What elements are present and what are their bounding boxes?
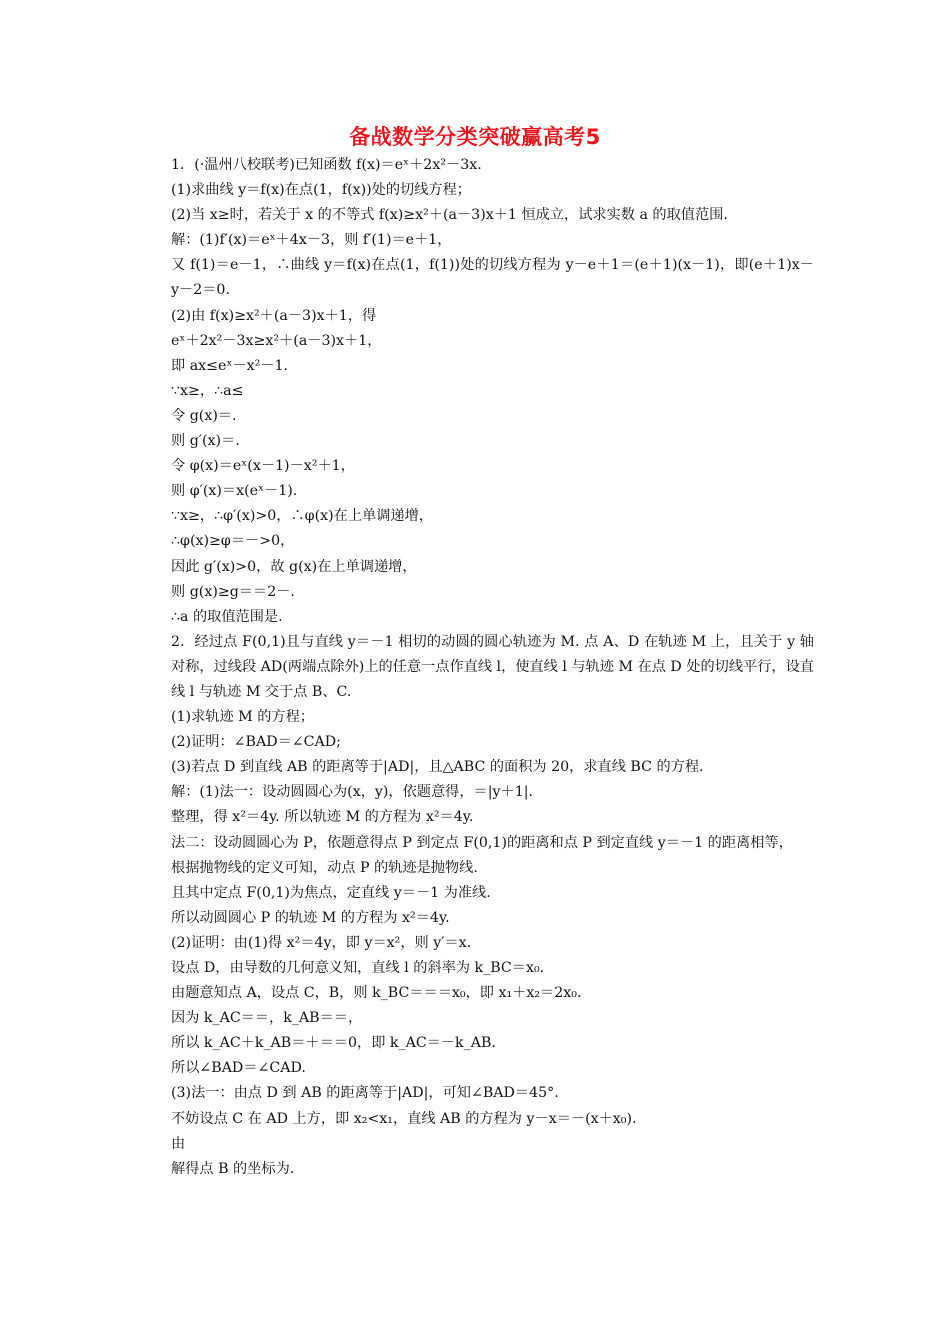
solution-line: 因此 g′(x)>0，故 g(x)在上单调递增， <box>171 558 417 575</box>
solution-line: 则 g(x)≥g＝＝2－. <box>171 583 295 600</box>
solution-line: 令 g(x)＝. <box>171 407 237 424</box>
solution-line: 所以动圆圆心 P 的轨迹 M 的方程为 x²＝4y. <box>171 909 450 926</box>
solution-line: 又 f(1)＝e－1，∴曲线 y＝f(x)在点(1，f(1))处的切线方程为 y－e＋1＝(e＋1)(x－1)，即(e＋1)x－y－2＝0. <box>171 257 814 299</box>
solution-line: 由 <box>171 1135 186 1152</box>
solution-line: ∴φ(x)≥φ＝－>0， <box>171 533 295 550</box>
solution-line: 根据抛物线的定义可知，动点 P 的轨迹是抛物线. <box>171 859 478 876</box>
solution-line: 所以 k_AC＋k_AB＝＋＝＝0，即 k_AC＝－k_AB. <box>171 1035 496 1052</box>
problem-1-part-2: (2)当 x≥时，若关于 x 的不等式 f(x)≥x²＋(a－3)x＋1 恒成立，试求实数 a 的取值范围. <box>171 207 728 224</box>
problem-1-part-1: (1)求曲线 y＝f(x)在点(1，f(x))处的切线方程； <box>171 182 471 199</box>
solution-line: ∵x≥，∴a≤ <box>171 382 244 399</box>
solution-line: 解得点 B 的坐标为. <box>171 1160 295 1177</box>
solution-line: 即 ax≤eˣ－x²－1. <box>171 357 289 374</box>
solution-line: 由题意知点 A，设点 C，B，则 k_BC＝＝＝x₀，即 x₁＋x₂＝2x₀. <box>171 985 582 1002</box>
document-title: 备战数学分类突破赢高考5 <box>349 125 601 149</box>
solution-line: 则 g′(x)＝. <box>171 433 240 450</box>
solution-line: 法二：设动圆圆心为 P，依题意得点 P 到定点 F(0,1)的距离和点 P 到定直线 y＝－1 的距离相等， <box>171 834 793 851</box>
solution-line: 所以∠BAD＝∠CAD. <box>171 1060 306 1077</box>
problem-2-part-2: (2)证明：∠BAD＝∠CAD; <box>171 734 341 751</box>
problem-2-statement: 2．经过点 F(0,1)且与直线 y＝－1 相切的动圆的圆心轨迹为 M. 点 A、D 在轨迹 M 上，且关于 y 轴对称，过线段 AD(两端点除外)上的任意一点作直线 l，使直线 l 与轨迹 M 在点 D 处的切线平行，设直线 l 与轨迹 M 交于点 B、C. <box>171 633 814 700</box>
solution-line: 解：(1)f′(x)＝eˣ＋4x－3，则 f′(1)＝e＋1， <box>171 232 452 249</box>
solution-line: 解：(1)法一：设动圆圆心为(x，y)，依题意得，＝|y＋1|. <box>171 784 534 801</box>
solution-line: ∵x≥，∴φ′(x)>0，∴φ(x)在上单调递增， <box>171 508 433 525</box>
solution-line: 则 φ′(x)＝x(eˣ－1). <box>171 483 298 500</box>
solution-line: 令 φ(x)＝eˣ(x－1)－x²＋1， <box>171 458 355 475</box>
solution-line: (2)证明：由(1)得 x²＝4y，即 y＝x²，则 y′＝x. <box>171 934 472 951</box>
document-body <box>138 153 814 1182</box>
solution-line: 不妨设点 C 在 AD 上方，即 x₂<x₁，直线 AB 的方程为 y－x＝－(x＋x₀). <box>171 1110 637 1127</box>
solution-line: 整理，得 x²＝4y. 所以轨迹 M 的方程为 x²＝4y. <box>171 809 474 826</box>
solution-line: 且其中定点 F(0,1)为焦点，定直线 y＝－1 为准线. <box>171 884 491 901</box>
solution-line: (2)由 f(x)≥x²＋(a－3)x＋1，得 <box>171 307 377 324</box>
solution-line: (3)法一：由点 D 到 AB 的距离等于|AD|，可知∠BAD＝45°. <box>171 1085 559 1102</box>
problem-2-part-3: (3)若点 D 到直线 AB 的距离等于|AD|，且△ABC 的面积为 20，求直线 BC 的方程. <box>171 759 704 776</box>
solution-line: 设点 D，由导数的几何意义知，直线 l 的斜率为 k_BC＝x₀. <box>171 960 545 976</box>
solution-line: eˣ＋2x²－3x≥x²＋(a－3)x＋1， <box>171 332 382 349</box>
problem-2-part-1: (1)求轨迹 M 的方程； <box>171 709 314 726</box>
solution-line: 因为 k_AC＝＝，k_AB＝＝， <box>171 1010 363 1027</box>
solution-line: ∴a 的取值范围是. <box>171 608 283 625</box>
problem-1-statement: 1．(·温州八校联考)已知函数 f(x)＝eˣ＋2x²－3x. <box>171 157 482 173</box>
